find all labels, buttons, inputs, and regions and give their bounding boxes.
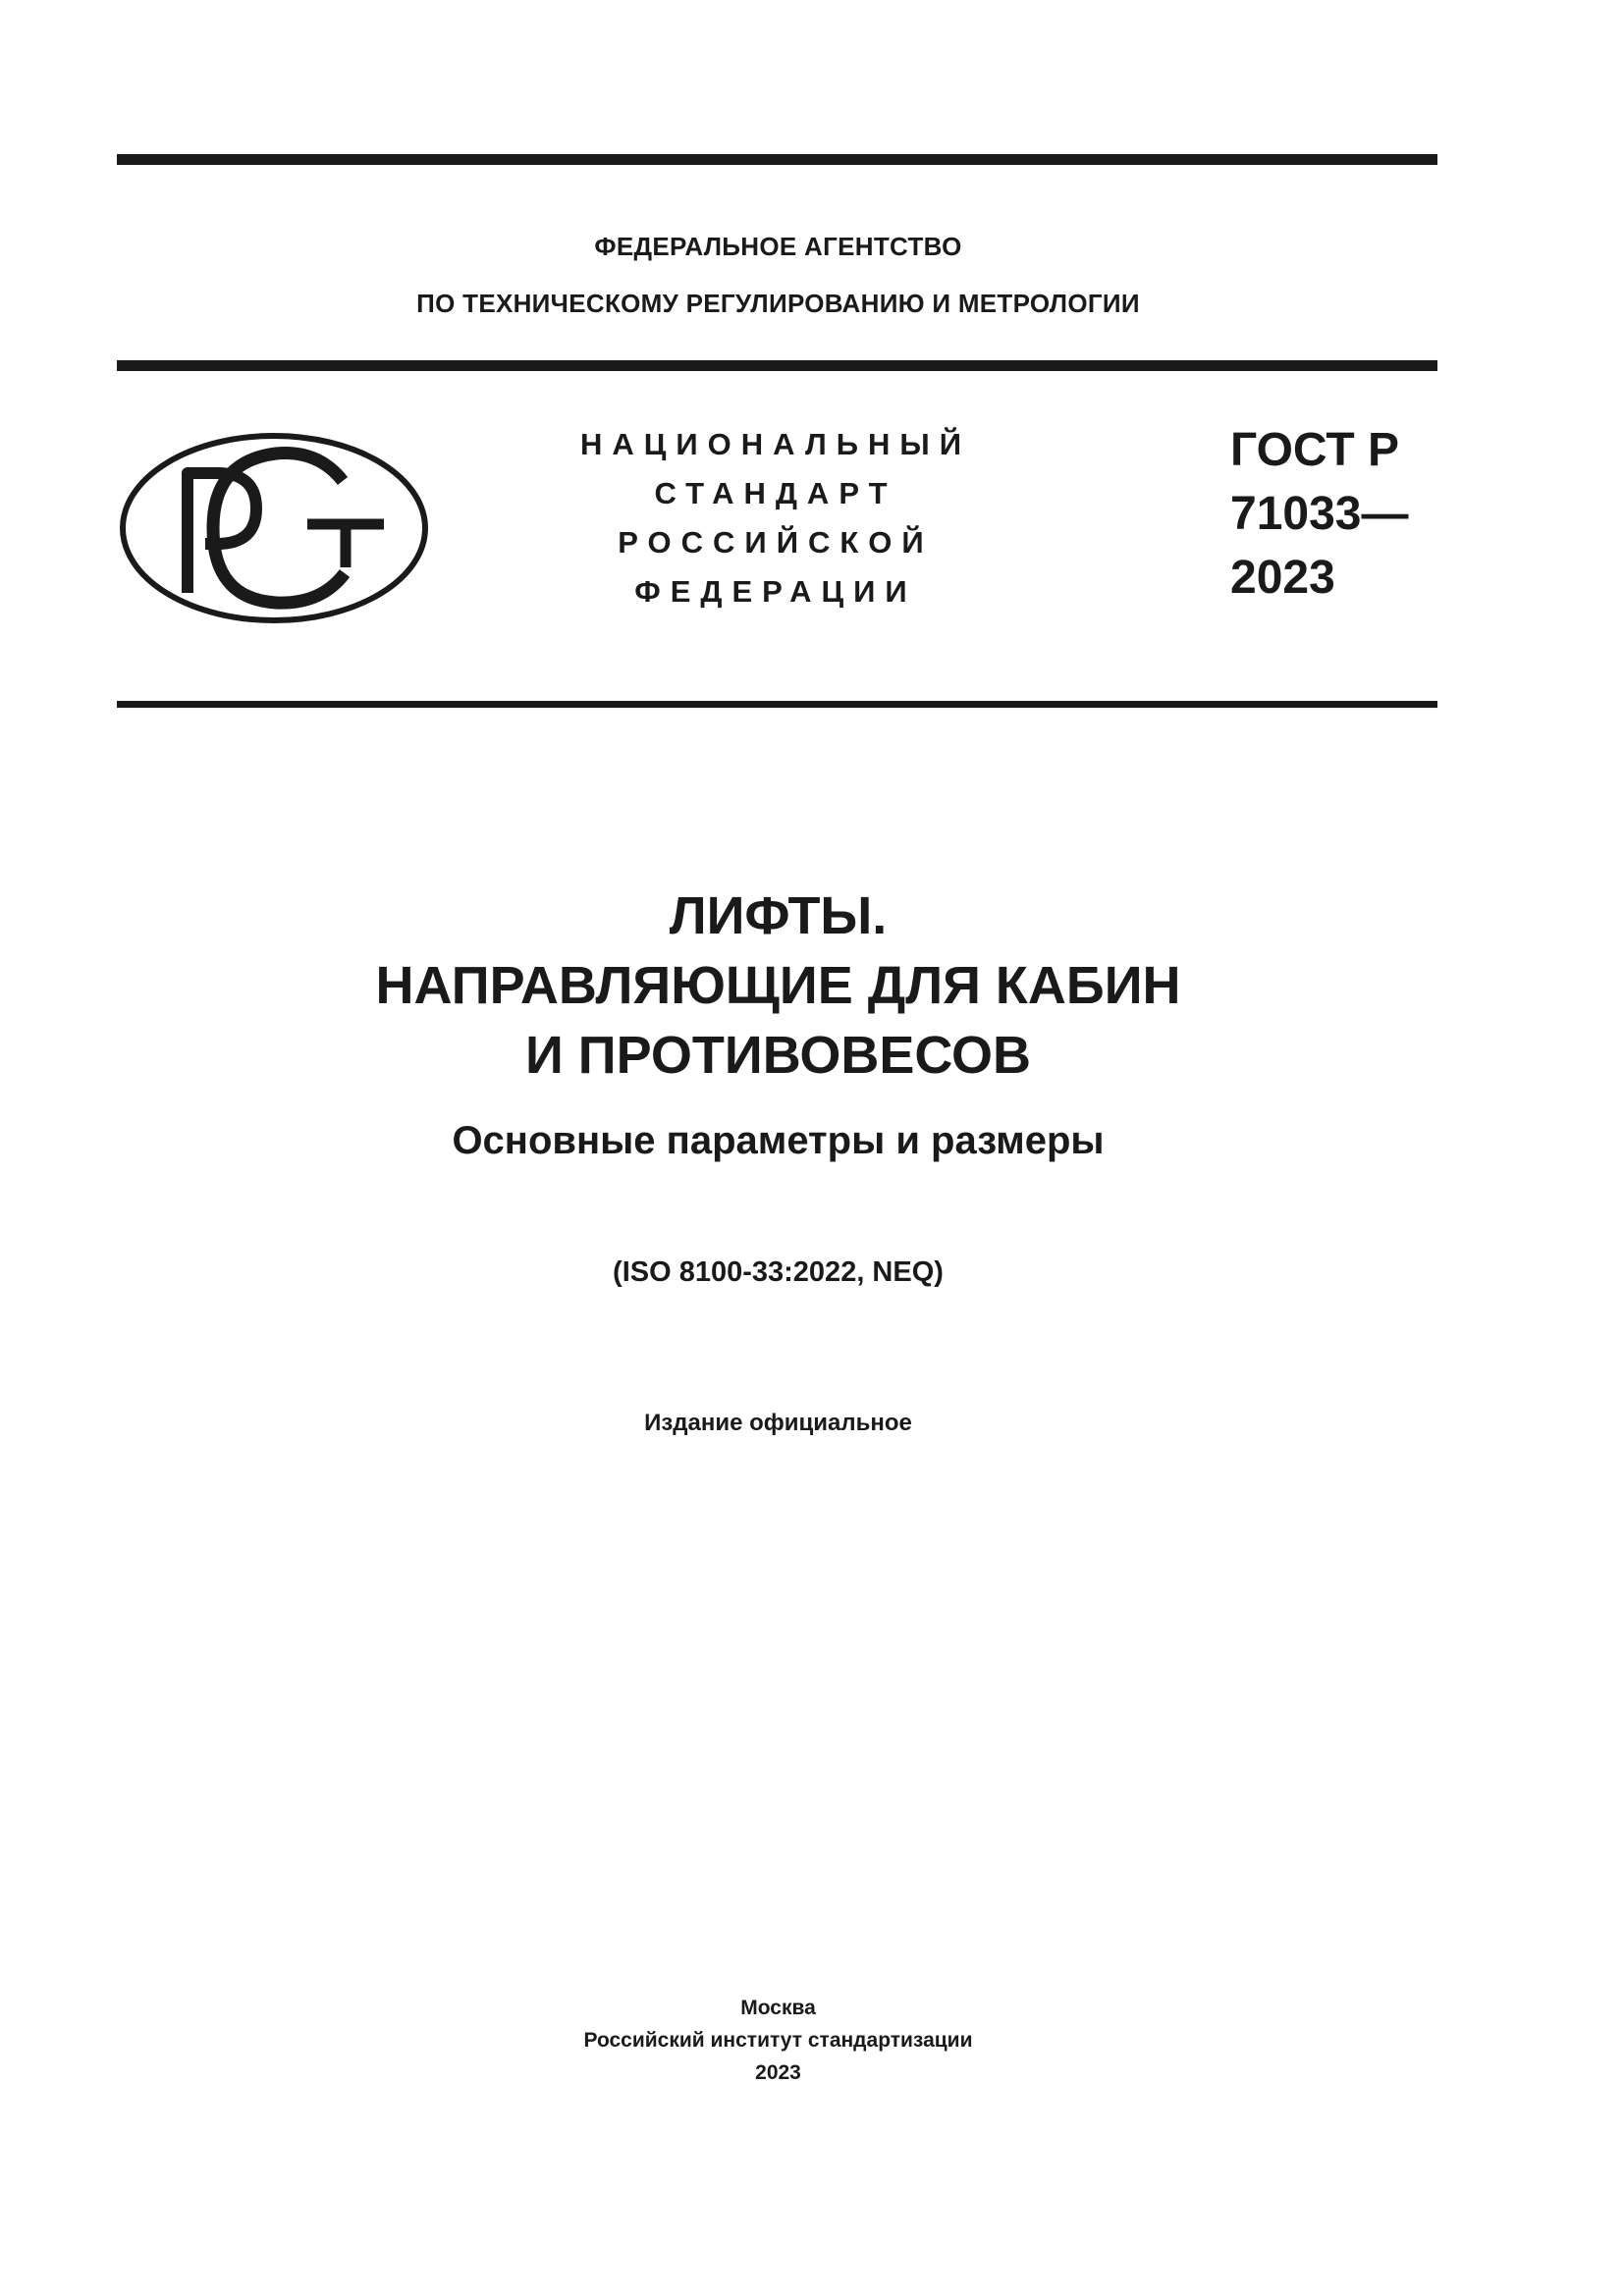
imprint-publisher: Российский институт стандартизации xyxy=(583,2029,973,2052)
national-standard-line-1: НАЦИОНАЛЬНЫЙ xyxy=(579,427,972,461)
imprint xyxy=(0,1992,1556,2089)
imprint-city: Москва xyxy=(740,1997,816,2019)
national-standard-line-4: ФЕДЕРАЦИИ xyxy=(634,574,917,609)
bottom-rule xyxy=(117,701,1437,708)
agency-header xyxy=(0,218,1556,332)
designation-line-1: ГОСТ Р xyxy=(1230,424,1400,476)
national-standard-label xyxy=(530,420,1021,616)
agency-line-1: ФЕДЕРАЛЬНОЕ АГЕНТСТВО xyxy=(594,232,962,261)
title-line-1: ЛИФТЫ. xyxy=(669,886,888,945)
rst-certification-mark-icon xyxy=(117,430,431,626)
imprint-year: 2023 xyxy=(755,2061,801,2084)
standard-designation xyxy=(1230,418,1408,610)
designation-line-3: 2023 xyxy=(1230,552,1335,604)
middle-rule xyxy=(117,360,1437,371)
top-rule xyxy=(117,154,1437,165)
national-standard-line-2: СТАНДАРТ xyxy=(654,476,897,510)
title-line-3: И ПРОТИВОВЕСОВ xyxy=(524,1026,1032,1085)
iso-reference: (ISO 8100-33:2022, NEQ) xyxy=(613,1256,944,1288)
designation-line-2: 71033— xyxy=(1230,488,1409,540)
title-line-2: НАПРАВЛЯЮЩИЕ ДЛЯ КАБИН xyxy=(375,956,1181,1015)
document-subtitle: Основные параметры и размеры xyxy=(452,1119,1105,1162)
edition-note: Издание официальное xyxy=(644,1410,912,1436)
document-title xyxy=(0,881,1556,1091)
agency-line-2: ПО ТЕХНИЧЕСКОМУ РЕГУЛИРОВАНИЮ И МЕТРОЛОГИИ xyxy=(416,289,1140,318)
national-standard-line-3: РОССИЙСКОЙ xyxy=(618,525,934,560)
